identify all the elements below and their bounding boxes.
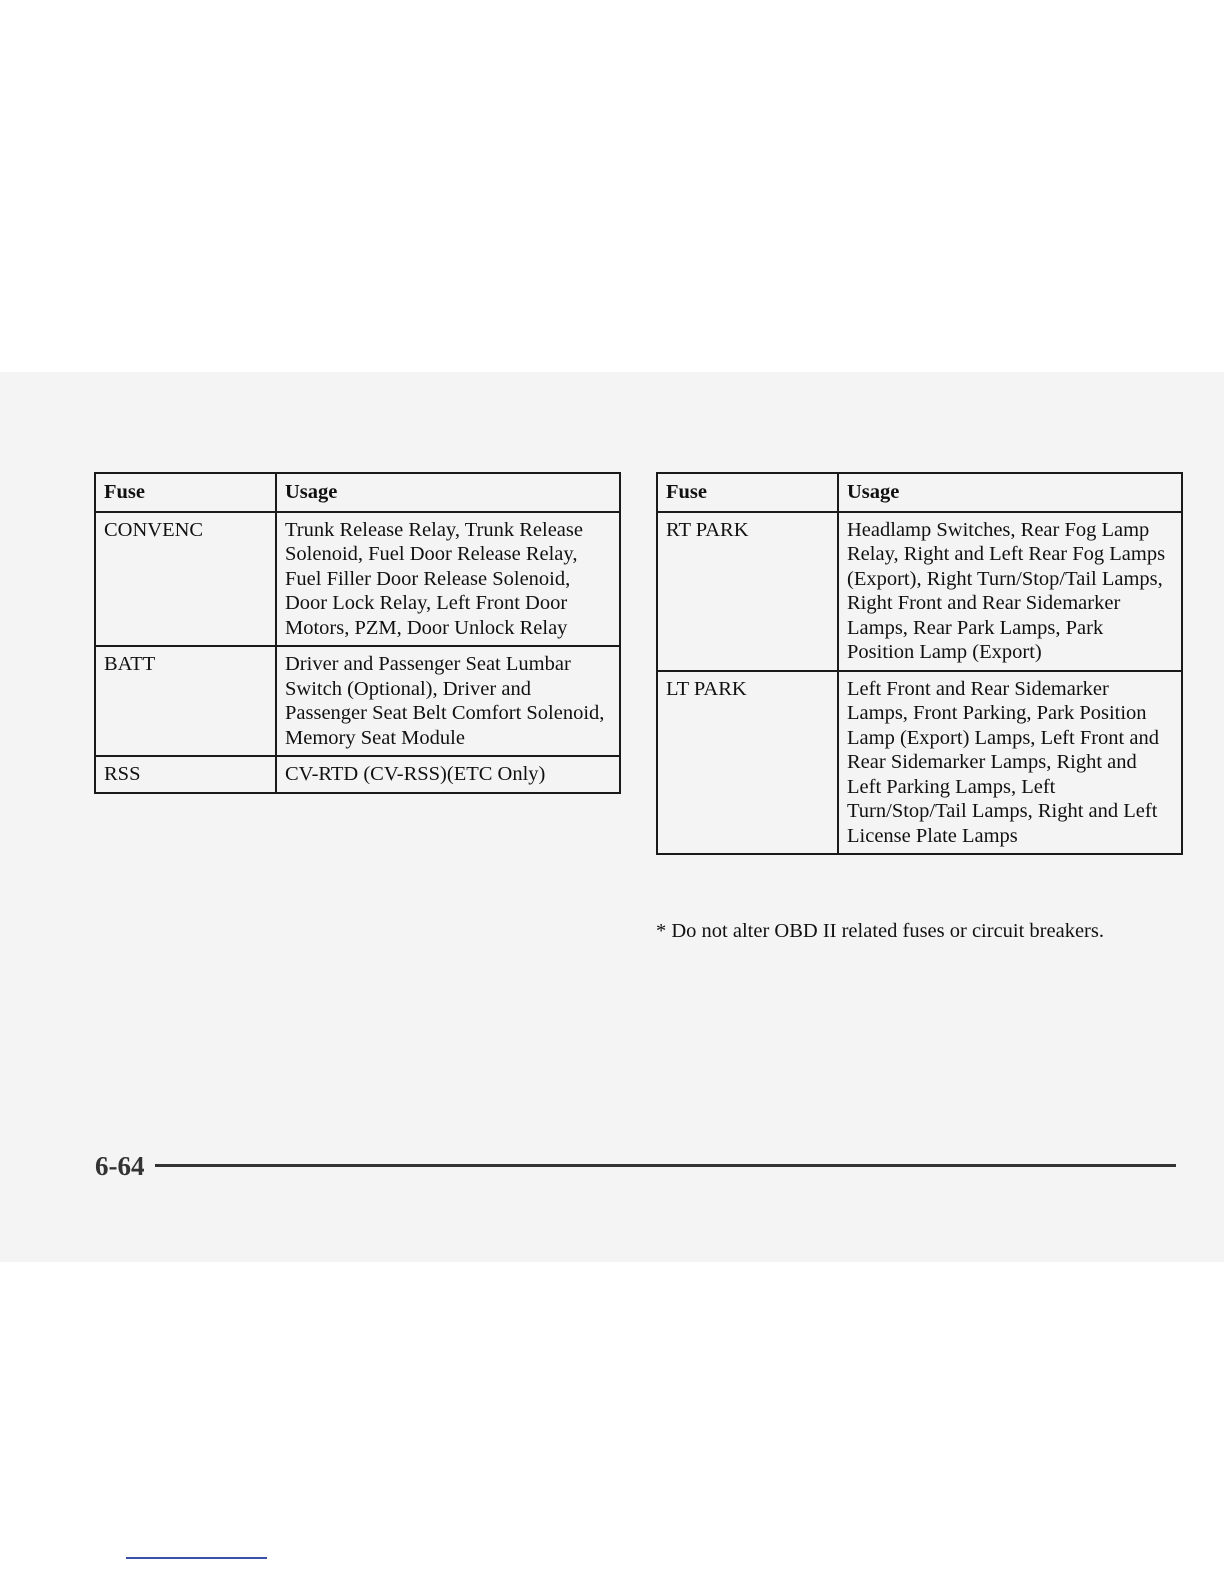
fuse-name: BATT bbox=[95, 646, 276, 756]
table-row bbox=[95, 646, 620, 756]
fuse-table-left bbox=[94, 472, 621, 794]
fuse-usage: Trunk Release Relay, Trunk Release Solenoid, Fuel Door Release Relay, Fuel Filler Door Release Solenoid, Door Lock Relay, Left Front Door Motors, PZM, Door Unlock Relay bbox=[276, 512, 620, 647]
usage-column-header: Usage bbox=[276, 473, 620, 512]
table-row bbox=[95, 512, 620, 647]
fuse-usage: Headlamp Switches, Rear Fog Lamp Relay, Right and Left Rear Fog Lamps (Export), Right Turn/Stop/Tail Lamps, Right Front and Rear Sidemarker Lamps, Rear Park Lamps, Park Position Lamp (Export) bbox=[838, 512, 1182, 671]
usage-column-header: Usage bbox=[838, 473, 1182, 512]
table-header-row bbox=[657, 473, 1182, 512]
page-number: 6-64 bbox=[95, 1151, 145, 1181]
table-row bbox=[657, 512, 1182, 671]
fuse-name: RSS bbox=[95, 756, 276, 793]
fuse-usage: CV-RTD (CV-RSS)(ETC Only) bbox=[276, 756, 620, 793]
fuse-name: RT PARK bbox=[657, 512, 838, 671]
fuse-table-right bbox=[656, 472, 1183, 855]
fuse-usage: Driver and Passenger Seat Lumbar Switch (Optional), Driver and Passenger Seat Belt Comfort Solenoid, Memory Seat Module bbox=[276, 646, 620, 756]
table-row bbox=[95, 756, 620, 793]
fuse-name: CONVENC bbox=[95, 512, 276, 647]
fuse-name: LT PARK bbox=[657, 671, 838, 855]
bottom-divider bbox=[126, 1557, 267, 1559]
fuse-usage: Left Front and Rear Sidemarker Lamps, Front Parking, Park Position Lamp (Export) Lamps, Left Front and Rear Sidemarker Lamps, Right and Left Parking Lamps, Left Turn/Stop/Tail Lamps, Right and Left License Plate Lamps bbox=[838, 671, 1182, 855]
footnote: * Do not alter OBD II related fuses or circuit breakers. bbox=[656, 920, 1104, 942]
fuse-column-header: Fuse bbox=[95, 473, 276, 512]
footer-rule bbox=[155, 1164, 1176, 1167]
fuse-column-header: Fuse bbox=[657, 473, 838, 512]
table-row bbox=[657, 671, 1182, 855]
table-header-row bbox=[95, 473, 620, 512]
